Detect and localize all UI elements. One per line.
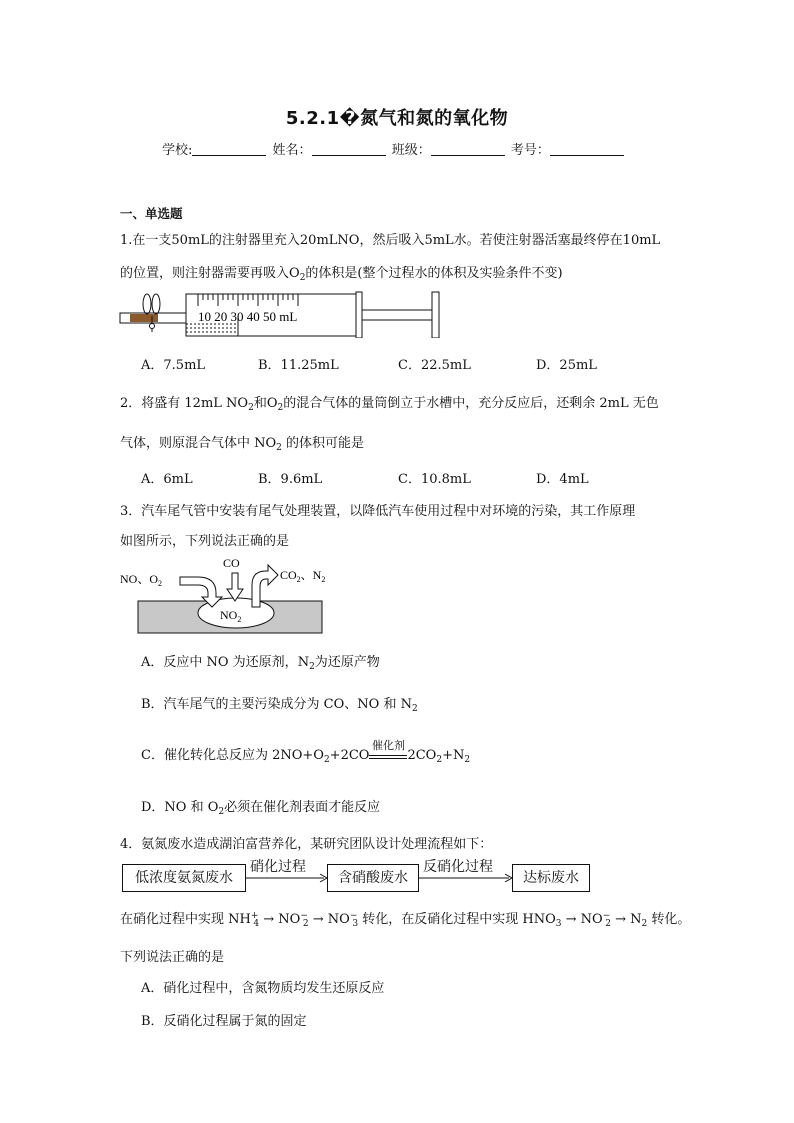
number-label: 考号：	[510, 143, 550, 158]
q1-option-c[interactable]: C．22.5mL	[398, 358, 471, 373]
student-info-line	[162, 139, 626, 158]
number-blank	[550, 143, 624, 156]
q4-line3: 下列说法正确的是	[120, 950, 225, 965]
flow-box-1: 低浓度氨氮废水	[122, 864, 246, 892]
class-label: 班级：	[391, 143, 431, 158]
q3-option-a[interactable]: A．反应中 NO 为还原剂，$N_2$为还原产物	[141, 655, 380, 672]
q1-option-d[interactable]: D．25mL	[536, 358, 597, 373]
catalyst-arrow: 催化剂	[369, 753, 407, 759]
q1-option-b[interactable]: B．11.25mL	[258, 358, 339, 373]
flow-label-2: 反硝化过程	[423, 859, 493, 875]
rubber-stopper	[130, 314, 158, 322]
q2-option-c[interactable]: C．10.8mL	[398, 472, 471, 487]
co-arrow	[227, 573, 243, 601]
syringe-scale-label: 10 20 30 40 50 mL	[198, 309, 298, 324]
q3-option-b[interactable]: B．汽车尾气的主要污染成分为 CO、NO 和 $N_2$	[141, 697, 418, 714]
flow-arrows	[244, 870, 514, 886]
section-title: 一、单选题	[120, 206, 183, 221]
name-blank	[312, 143, 386, 156]
q2-line1: 2．将盛有 12mL $NO_2$和$O_2$的混合气体的量筒倒立于水槽中，充分反应后，还剩余 2mL 无色	[120, 396, 659, 413]
name-label: 姓名：	[272, 143, 312, 158]
flow-label-1: 硝化过程	[250, 859, 306, 875]
q4-option-b[interactable]: B．反硝化过程属于氮的固定	[141, 1014, 307, 1029]
q2-option-b[interactable]: B．9.6mL	[258, 472, 323, 487]
q3-line2: 如图所示，下列说法正确的是	[120, 534, 290, 549]
q4-option-a[interactable]: A．硝化过程中，含氮物质均发生还原反应	[141, 981, 385, 996]
q3-line1: 3．汽车尾气管中安装有尾气处理装置，以降低汽车使用过程中对环境的污染，其工作原理	[120, 504, 636, 519]
q4-line2: 在硝化过程中实现 $NH^+_4 \to NO^-_2 \to NO^-_3$ 转化，在反硝化过程中实现 $HNO_3 \to NO^-_2 \to N_2$ 转化。	[120, 911, 691, 929]
catalyst-diagram	[118, 555, 328, 637]
center-label: $NO_2$	[220, 608, 242, 624]
flow-box-3: 达标废水	[512, 864, 590, 892]
flow-box-2: 含硝酸废水	[327, 864, 419, 892]
page-title: 5.2.1�氮气和氮的氧化物	[285, 108, 509, 129]
school-blank	[192, 143, 266, 156]
q1-line2: 的位置，则注射器需要再吸入$O_2$的体积是(整个过程水的体积及实验条件不变)	[120, 266, 563, 283]
class-blank	[431, 143, 505, 156]
school-label: 学校:	[162, 143, 193, 158]
q1-option-a[interactable]: A．7.5mL	[141, 358, 206, 373]
q1-line1: 1.在一支50mL的注射器里充入20mLNO，然后吸入5mL水。若使注射器活塞最终停在10mL	[120, 233, 661, 248]
q3-option-c[interactable]: C．催化转化总反应为 $2NO+O_2+2CO$ 催化剂 $2CO_2+N_2$	[141, 739, 471, 765]
q2-line2: 气体，则原混合气体中 $NO_2$ 的体积可能是	[120, 436, 365, 453]
q2-option-d[interactable]: D．4mL	[536, 472, 589, 487]
co-label: CO	[223, 556, 240, 570]
q3-option-d[interactable]: D．NO 和 $O_2$必须在催化剂表面才能反应	[141, 800, 381, 817]
inflow-label: NO、$O_2$	[120, 572, 162, 588]
q2-option-a[interactable]: A．6mL	[141, 472, 193, 487]
syringe-diagram	[118, 288, 448, 338]
outflow-label: $CO_2$、$N_2$	[280, 568, 326, 584]
q4-line1: 4．氨氮废水造成湖泊富营养化，某研究团队设计处理流程如下：	[120, 837, 493, 852]
